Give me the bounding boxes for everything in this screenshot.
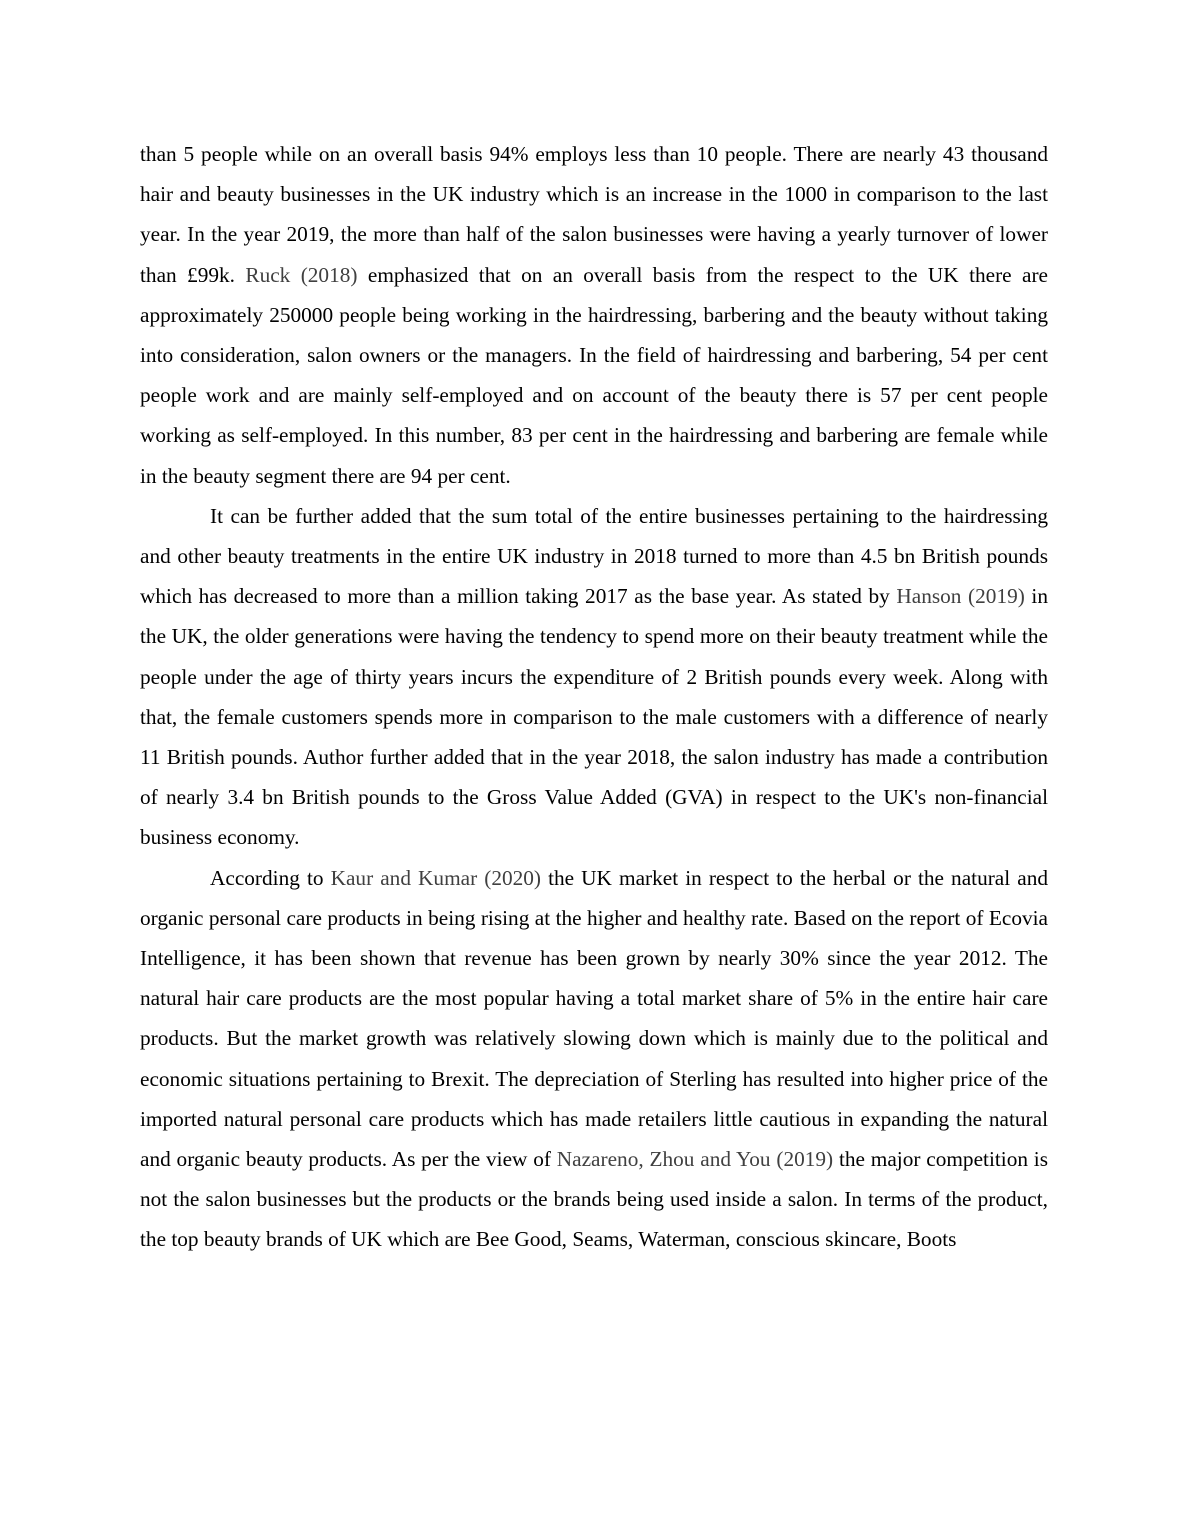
paragraph-text: than 5 people while on an overall basis 94% employs less than 10 people. There are nearly 43 thousand hair and beauty businesses in the UK industry which is an increase in the 1000 in comparison to the last year. In the year 2019, the more than half of the salon businesses were having a yearly turnover of lower than £99k. bbox=[140, 142, 1048, 287]
citation-nazareno-2019: Nazareno, Zhou and You (2019) bbox=[556, 1147, 834, 1172]
paragraph-text: in the UK, the older generations were having the tendency to spend more on their beauty treatment while the people under the age of thirty years incurs the expenditure of 2 British pounds every week. Along with that, the female customers spends more in comparison to the male customers with a difference of nearly 11 British pounds. Author further added that in the year 2018, the salon industry has made a contribution of nearly 3.4 bn British pounds to the Gross Value Added (GVA) in respect to the UK's non-financial business economy. bbox=[140, 584, 1049, 850]
document-body bbox=[140, 134, 1048, 1260]
paragraph-text: the major competition is not the salon businesses but the products or the brands being used inside a salon. In terms of the product, the top beauty brands of UK which are Bee Good, Seams, Waterman, conscious skincare, Boots bbox=[140, 1147, 1048, 1252]
citation-kaur-kumar-2020: Kaur and Kumar (2020) bbox=[330, 865, 542, 890]
paragraph-text: According to bbox=[210, 865, 331, 890]
citation-hanson-2019: Hanson (2019) bbox=[896, 584, 1025, 609]
paragraph-1 bbox=[140, 134, 1048, 496]
paragraph-text: It can be further added that the sum total of the entire businesses pertaining to the hairdressing and other beauty treatments in the entire UK industry in 2018 turned to more than 4.5 bn British pounds which has decreased to more than a million taking 2017 as the base year. As stated by bbox=[140, 503, 1048, 609]
paragraph-text: the UK market in respect to the herbal or the natural and organic personal care products in being rising at the higher and healthy rate. Based on the report of Ecovia Intelligence, it has been shown that revenue has been grown by nearly 30% since the year 2012. The natural hair care products are the most popular having a total market share of 5% in the entire hair care products. But the market growth was relatively slowing down which is mainly due to the political and economic situations pertaining to Brexit. The depreciation of Sterling has resulted into higher price of the imported natural personal care products which has made retailers little cautious in expanding the natural and organic beauty products. As per the view of bbox=[140, 865, 1048, 1172]
paragraph-2 bbox=[140, 496, 1048, 858]
citation-ruck-2018: Ruck (2018) bbox=[245, 262, 358, 287]
paragraph-text: emphasized that on an overall basis from the respect to the UK there are approximately 250000 people being working in the hairdressing, barbering and the beauty without taking into consideration, salon owners or the managers. In the field of hairdressing and barbering, 54 per cent people work and are mainly self-employed and on account of the beauty there is 57 per cent people working as self-employed. In this number, 83 per cent in the hairdressing and barbering are female while in the beauty segment there are 94 per cent. bbox=[140, 262, 1049, 488]
paragraph-3 bbox=[140, 858, 1048, 1260]
